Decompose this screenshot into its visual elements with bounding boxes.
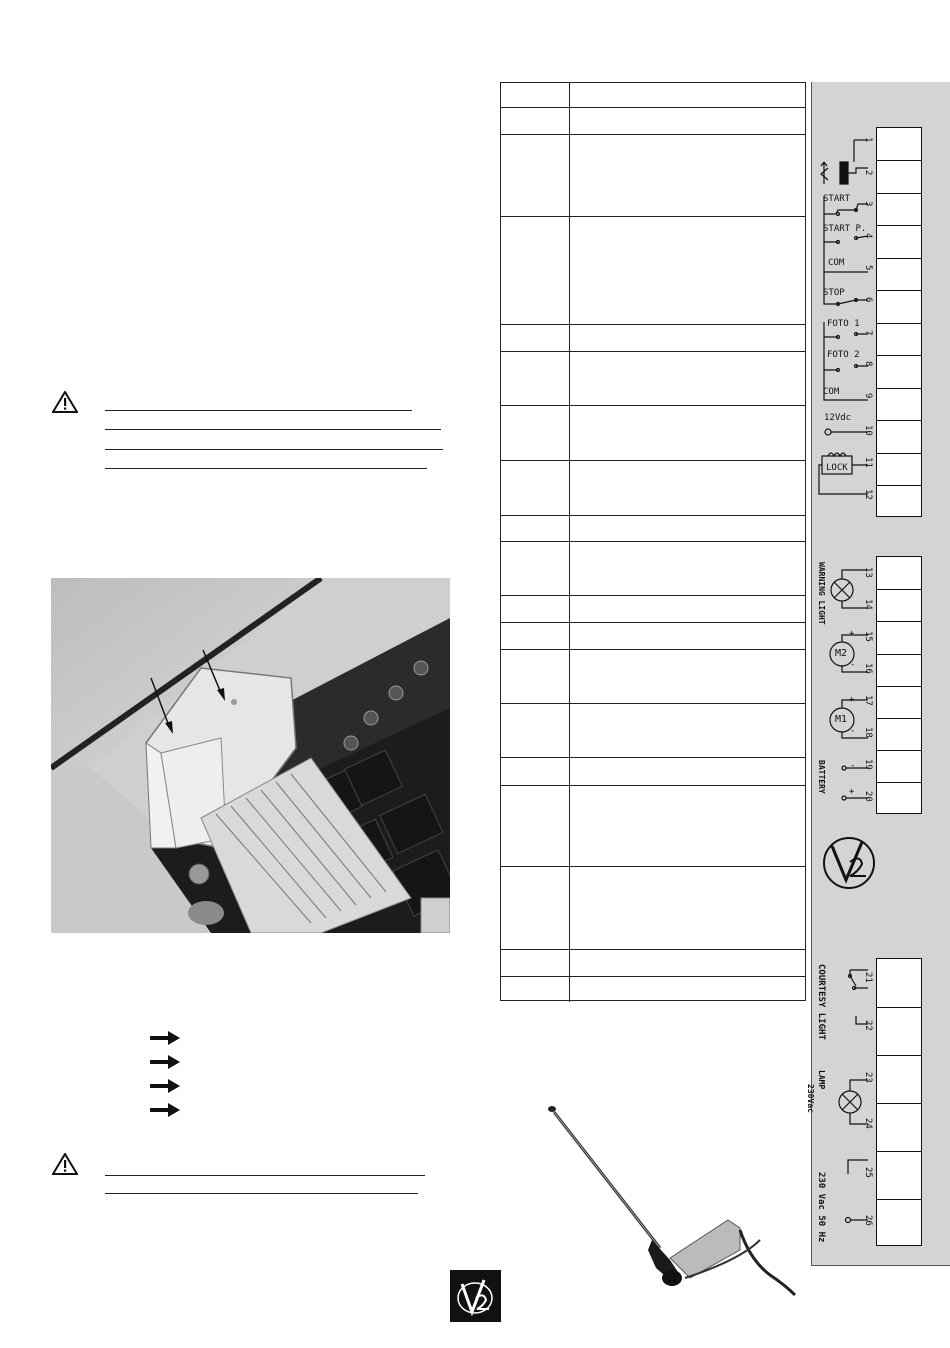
table-row xyxy=(501,352,805,406)
terminal-description-cell xyxy=(570,516,805,541)
warning-triangle-icon xyxy=(52,1153,78,1175)
terminal-description-cell xyxy=(570,704,805,757)
label-lamp-voltage: 230Vac xyxy=(806,1084,815,1113)
terminal-number: 24 xyxy=(863,1118,873,1129)
table-row xyxy=(501,786,805,867)
terminal-description-cell xyxy=(570,786,805,866)
terminal-number: 15 xyxy=(863,631,873,642)
label-foto-1: FOTO 1 xyxy=(827,319,860,329)
terminal-number-cell xyxy=(501,461,570,515)
terminal-number: 11 xyxy=(863,457,873,468)
label-com-2: COM xyxy=(823,387,840,397)
terminal-number: 20 xyxy=(863,791,873,802)
terminal-number: 4 xyxy=(863,233,873,239)
label-warning-light: WARNING LIGHT xyxy=(817,562,826,625)
table-row xyxy=(501,135,805,217)
terminal-description-cell xyxy=(570,406,805,460)
label-start: START xyxy=(823,194,851,204)
table-row xyxy=(501,325,805,352)
terminal-number: 17 xyxy=(863,695,873,706)
terminal-number: 7 xyxy=(863,330,873,336)
terminal-number: 14 xyxy=(863,599,873,610)
terminal-wiring-panel xyxy=(806,82,950,1266)
table-row xyxy=(501,108,805,135)
redacted-text-line xyxy=(105,468,427,469)
antenna-illustration xyxy=(540,1100,805,1300)
terminal-description-cell xyxy=(570,352,805,405)
terminal-number: 26 xyxy=(863,1215,873,1226)
terminal-number: 9 xyxy=(863,393,873,399)
redacted-text-line xyxy=(105,410,412,411)
terminal-description-cell xyxy=(570,758,805,785)
arrow-right-icon xyxy=(150,1103,180,1117)
terminal-number: 16 xyxy=(863,663,873,674)
terminal-description-cell xyxy=(570,977,805,1002)
table-row xyxy=(501,650,805,704)
terminal-number-cell xyxy=(501,704,570,757)
terminal-number: 19 xyxy=(863,759,873,770)
table-row xyxy=(501,950,805,977)
label-com-1: COM xyxy=(828,258,845,268)
terminal-description-cell xyxy=(570,542,805,595)
terminal-number-cell xyxy=(501,108,570,134)
terminal-description-cell xyxy=(570,950,805,976)
label-plus-m1: + xyxy=(849,695,855,705)
table-row xyxy=(501,217,805,325)
terminal-description-cell xyxy=(570,650,805,703)
terminal-number-cell xyxy=(501,516,570,541)
terminal-number-cell xyxy=(501,623,570,649)
terminal-number: 2 xyxy=(863,170,873,176)
terminal-description-cell xyxy=(570,217,805,324)
terminal-description-cell xyxy=(570,867,805,949)
table-row xyxy=(501,977,805,1002)
terminal-description-cell xyxy=(570,108,805,134)
terminal-number-cell xyxy=(501,867,570,949)
terminal-number: 5 xyxy=(863,265,873,271)
label-start-p: START P. xyxy=(823,224,867,234)
redacted-text-line xyxy=(105,449,443,450)
table-row xyxy=(501,516,805,542)
terminal-block-21-26 xyxy=(876,958,922,1246)
redacted-text-line xyxy=(105,1193,418,1194)
terminal-number: 18 xyxy=(863,727,873,738)
redacted-text-line xyxy=(105,1175,425,1176)
label-lock: LOCK xyxy=(826,463,848,473)
terminal-number: 12 xyxy=(863,489,873,500)
table-row xyxy=(501,704,805,758)
terminal-number-cell xyxy=(501,786,570,866)
terminal-description-cell xyxy=(570,325,805,351)
terminal-number: 21 xyxy=(863,972,873,983)
v2-footer-logo xyxy=(450,1270,501,1322)
terminal-number-cell xyxy=(501,596,570,622)
table-row xyxy=(501,406,805,461)
terminal-number-cell xyxy=(501,83,570,107)
label-minus-m1: - xyxy=(850,726,856,736)
label-lamp: LAMP xyxy=(817,1070,826,1090)
label-minus-battery: - xyxy=(850,761,856,771)
label-courtesy-light: COURTESY LIGHT xyxy=(816,964,826,1040)
redacted-text-line xyxy=(105,429,441,430)
table-row xyxy=(501,758,805,786)
label-foto-2: FOTO 2 xyxy=(827,350,860,360)
label-plus-m2: + xyxy=(849,629,855,639)
table-row xyxy=(501,83,805,108)
label-m1: M1 xyxy=(835,714,848,725)
table-row xyxy=(501,867,805,950)
terminal-number: 3 xyxy=(863,201,873,207)
terminal-block-1-12 xyxy=(876,127,922,517)
terminal-description-cell xyxy=(570,83,805,107)
terminal-table xyxy=(500,82,806,1001)
terminal-number: 25 xyxy=(863,1167,873,1178)
warning-triangle-icon xyxy=(52,391,78,413)
label-stop: STOP xyxy=(823,288,845,298)
label-minus-m2: - xyxy=(850,660,856,670)
terminal-description-cell xyxy=(570,596,805,622)
terminal-number-cell xyxy=(501,977,570,1002)
terminal-number-cell xyxy=(501,758,570,785)
v2-logo xyxy=(820,834,878,892)
terminal-number-cell xyxy=(501,325,570,351)
terminal-description-cell xyxy=(570,135,805,216)
terminal-number: 6 xyxy=(863,297,873,303)
terminal-number: 8 xyxy=(863,361,873,367)
terminal-description-cell xyxy=(570,461,805,515)
label-mains: 230 Vac 50 Hz xyxy=(816,1172,826,1243)
terminal-number: 1 xyxy=(863,137,873,143)
label-m2: M2 xyxy=(835,648,848,659)
label-12vdc: 12Vdc xyxy=(824,413,852,423)
terminal-number-cell xyxy=(501,217,570,324)
terminal-number: 22 xyxy=(863,1020,873,1031)
label-plus-battery: + xyxy=(849,787,855,797)
arrow-right-icon xyxy=(150,1055,180,1069)
terminal-description-cell xyxy=(570,623,805,649)
board-photo xyxy=(51,578,450,933)
terminal-number-cell xyxy=(501,542,570,595)
terminal-block-13-20 xyxy=(876,556,922,814)
terminal-number-cell xyxy=(501,352,570,405)
table-row xyxy=(501,461,805,516)
table-row xyxy=(501,623,805,650)
table-row xyxy=(501,596,805,623)
arrow-right-icon xyxy=(150,1031,180,1045)
table-row xyxy=(501,542,805,596)
terminal-number: 10 xyxy=(863,425,873,436)
terminal-number: 13 xyxy=(863,567,873,578)
arrow-right-icon xyxy=(150,1079,180,1093)
terminal-number: 23 xyxy=(863,1072,873,1083)
terminal-number-cell xyxy=(501,650,570,703)
terminal-number-cell xyxy=(501,950,570,976)
terminal-number-cell xyxy=(501,135,570,216)
terminal-number-cell xyxy=(501,406,570,460)
label-battery: BATTERY xyxy=(817,760,826,794)
